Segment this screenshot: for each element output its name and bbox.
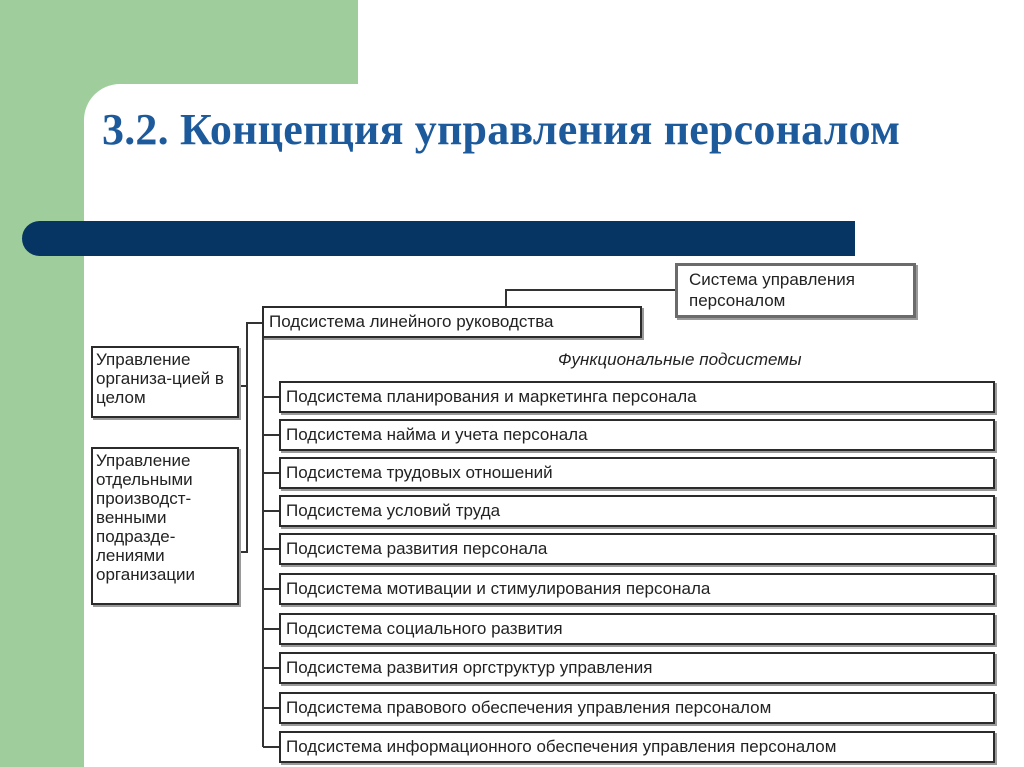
subsystem-box-org-structure: Подсистема развития оргструктур управления [279, 652, 995, 684]
slide-title: 3.2. Концепция управления персоналом [102, 105, 901, 154]
subsystem-box-information-support: Подсистема информационного обеспечения управления персоналом [279, 731, 995, 763]
subsystem-box-hiring-accounting: Подсистема найма и учета персонала [279, 419, 995, 451]
left-box-organization-management: Управление организа-цией в целом [91, 346, 239, 418]
root-box-personnel-management-system: Система управления персоналом [675, 263, 916, 318]
functional-subsystems-label: Функциональные подсистемы [558, 350, 802, 369]
subsystem-box-legal-support: Подсистема правового обеспечения управления персоналом [279, 692, 995, 724]
left-box-division-management: Управление отдельными производст-венными подразде-лениями организации [91, 447, 239, 605]
subsystem-box-labor-relations: Подсистема трудовых отношений [279, 457, 995, 489]
subsystem-box-social-development: Подсистема социального развития [279, 613, 995, 645]
linear-management-subsystem-box: Подсистема линейного руководства [262, 306, 642, 338]
subsystem-box-working-conditions: Подсистема условий труда [279, 495, 995, 527]
subsystem-box-planning-marketing: Подсистема планирования и маркетинга персонала [279, 381, 995, 413]
subsystem-box-motivation: Подсистема мотивации и стимулирования персонала [279, 573, 995, 605]
subsystem-box-personnel-development: Подсистема развития персонала [279, 533, 995, 565]
